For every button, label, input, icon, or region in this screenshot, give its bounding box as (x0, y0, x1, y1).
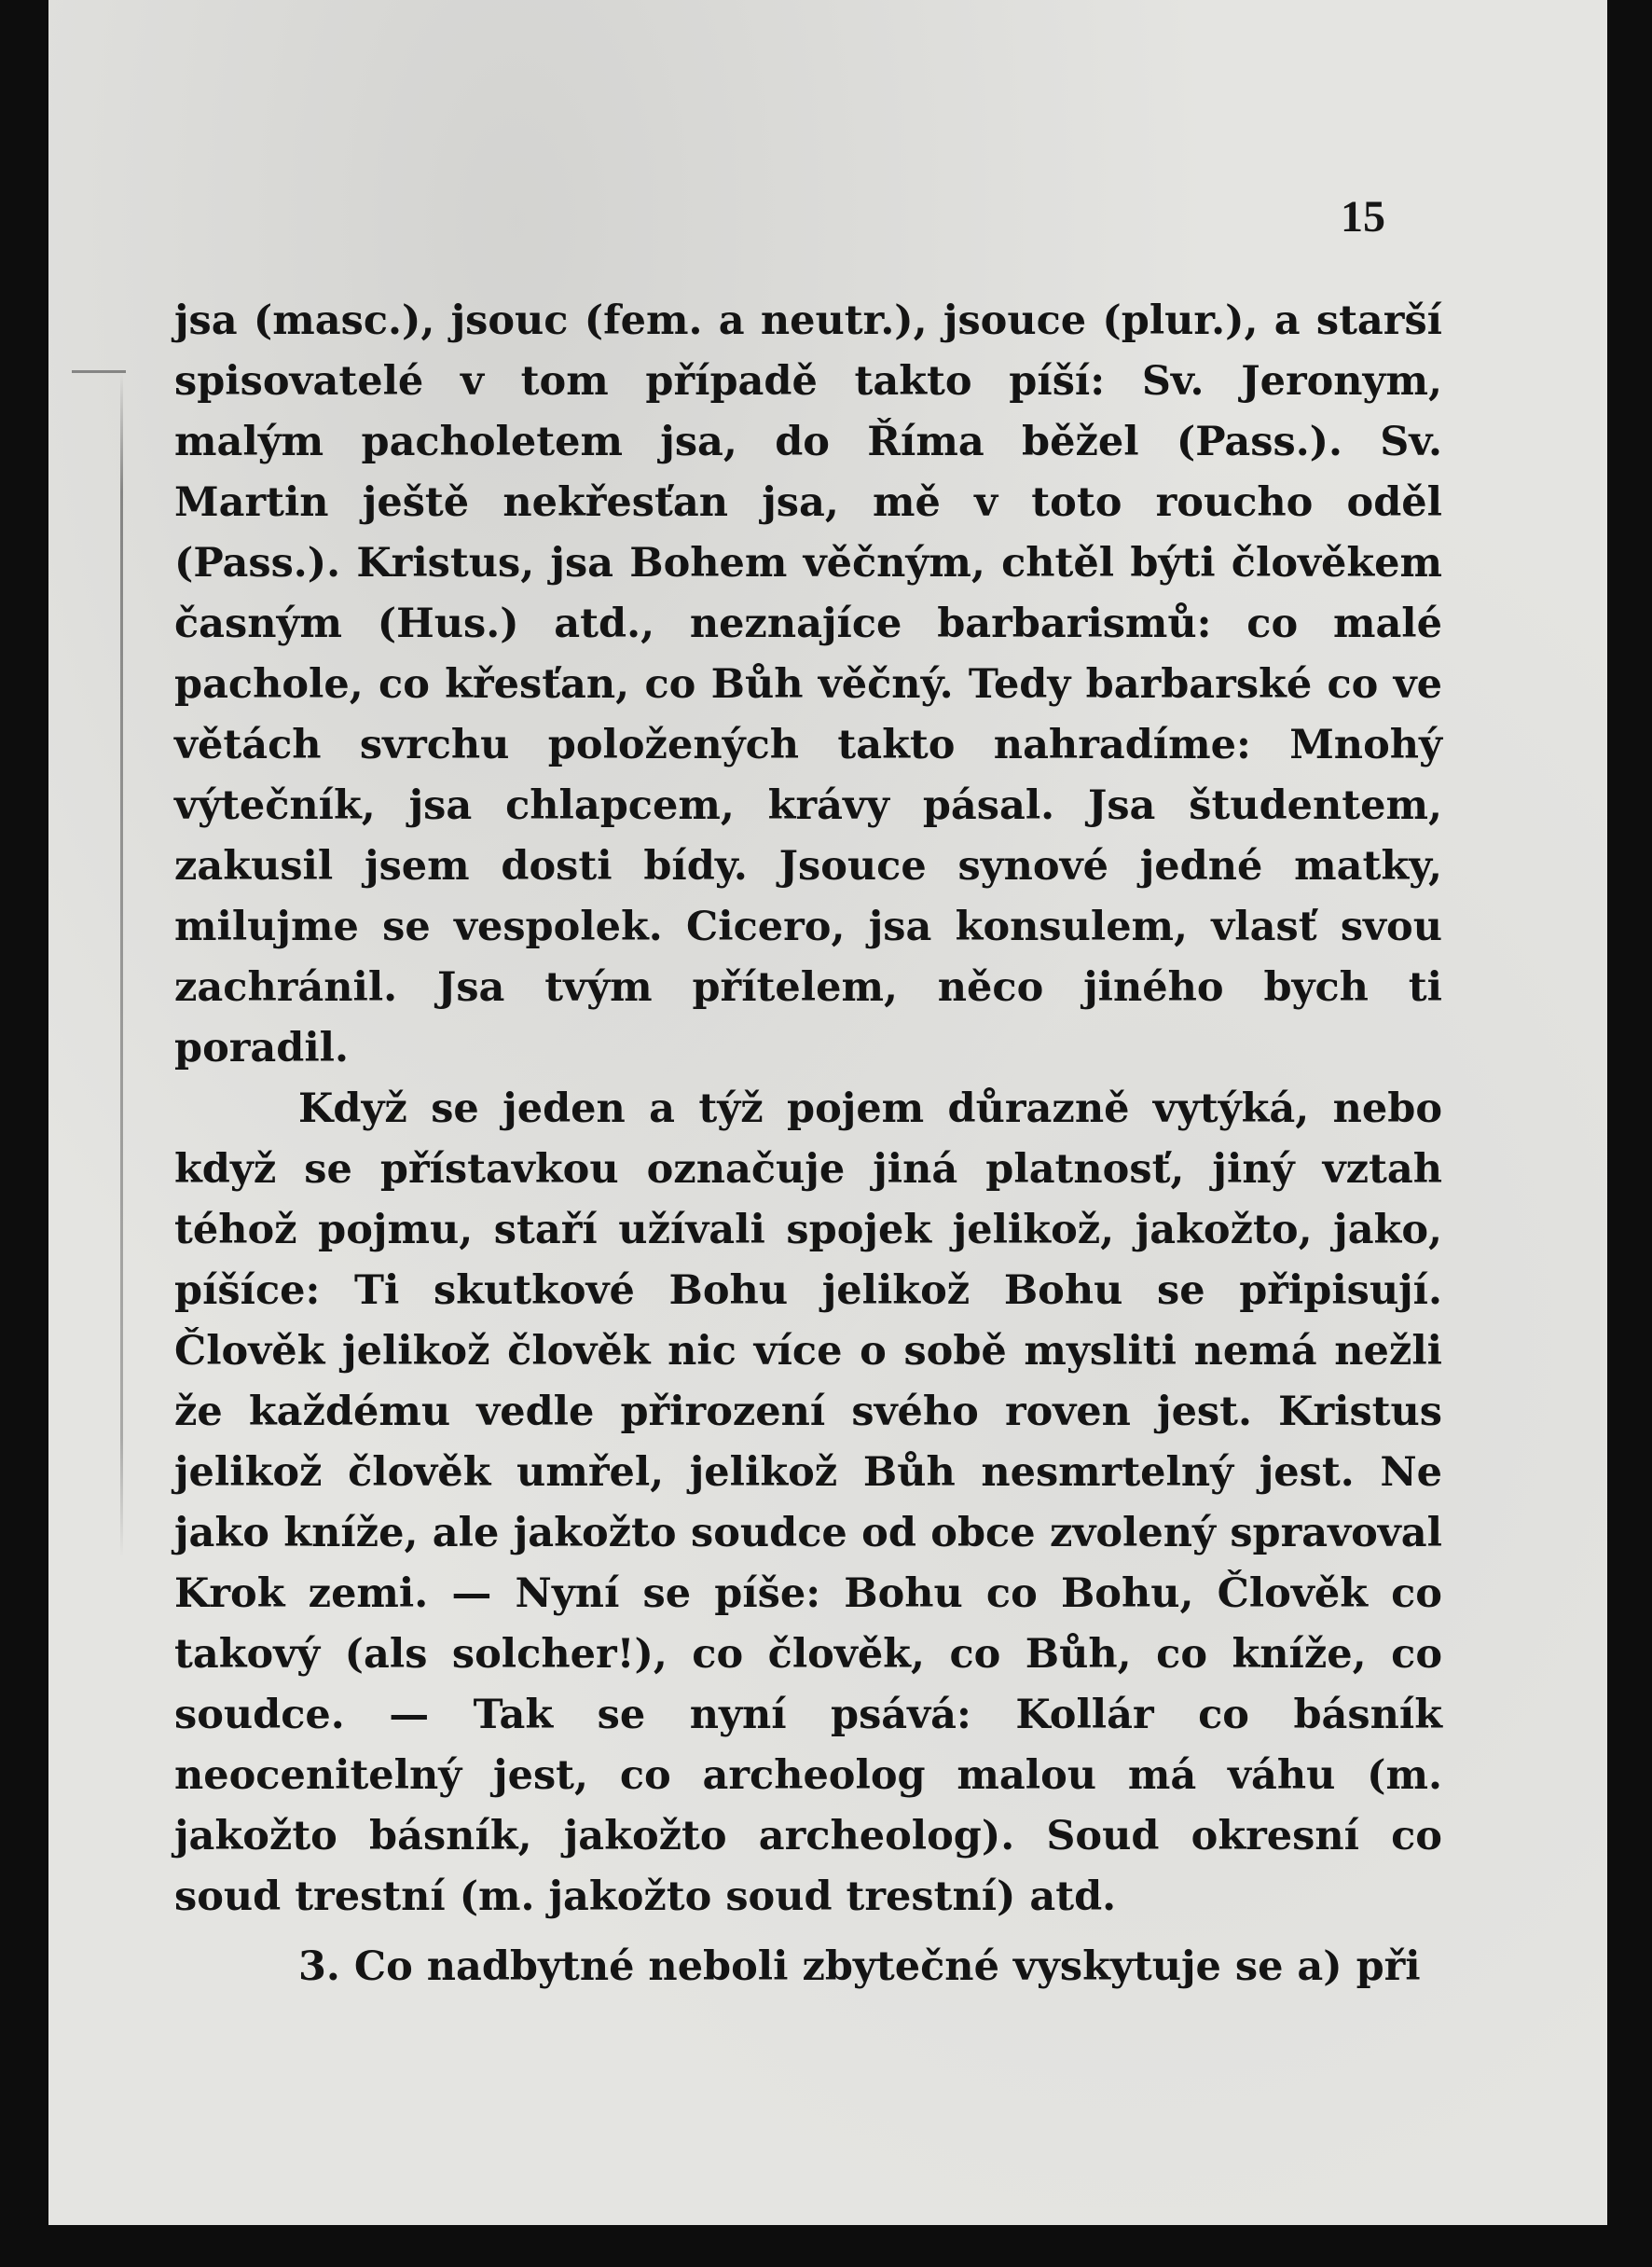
margin-tick-mark (72, 370, 126, 373)
paragraph-2: Když se jeden a týž pojem důrazně vytýká, nebo když se přístavkou označuje jiná platnosť, jiný vztah téhož pojmu, staří užívali spojek jelikož, jakožto, jako, píšíce: Ti skutkové Bohu jelikož Bohu se připisují. Člověk jelikož člověk nic více o sobě mysliti nemá nežli že každému vedle přirození svého roven jest. Kristus jelikož člověk umřel, jelikož Bůh nesmrtelný jest. Ne jako kníže, ale jakožto soudce od obce zvolený spravoval Krok zemi. — Nyní se píše: Bohu co Bohu, Člověk co takový (als solcher!), co člověk, co Bůh, co kníže, co soudce. — Tak se nyní psává: Kollár co básník neocenitelný jest, co archeolog malou má váhu (m. jakožto básník, jakožto archeolog). Soud okresní co soud trestní (m. jakožto soud trestní) atd. (174, 1085, 1442, 1920)
body-text (174, 291, 1442, 1997)
book-page (48, 0, 1607, 2225)
paragraph-1: jsa (masc.), jsouc (fem. a neutr.), jsouce (plur.), a starší spisovatelé v tom případě takto píší: Sv. Jeronym, malým pacholetem jsa, do Říma běžel (Pass.). Sv. Martin ještě nekřesťan jsa, mě v toto roucho oděl (Pass.). Kristus, jsa Bohem věčným, chtěl býti člověkem časným (Hus.) atd., neznajíce barbarismů: co malé pachole, co křesťan, co Bůh věčný. Tedy barbarské co ve větách svrchu položených takto nahradíme: Mnohý výtečník, jsa chlapcem, krávy pásal. Jsa študentem, zakusil jsem dosti bídy. Jsouce synové jedné matky, milujme se vespolek. Cicero, jsa konsulem, vlasť svou zachránil. Jsa tvým přítelem, něco jiného bych ti poradil. (174, 297, 1442, 1071)
page-number: 15 (1341, 192, 1385, 242)
margin-rule-line (120, 373, 123, 1557)
paragraph-3: 3. Co nadbytné neboli zbytečné vyskytuje se a) při (298, 1943, 1421, 1990)
